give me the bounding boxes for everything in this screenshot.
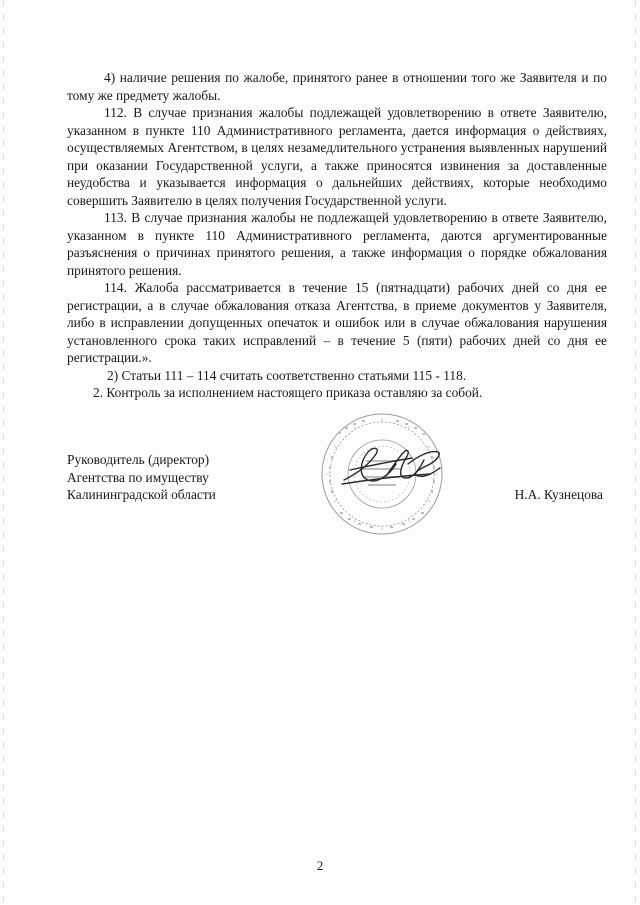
- paragraph-item-4: 4) наличие решения по жалобе, принятого ранее в отношении того же Заявителя и по тому же предмету жалобы.: [67, 70, 607, 103]
- paragraph-113: 113. В случае признания жалобы не подлежащей удовлетворению в ответе Заявителю, указанном в пункте 110 Административного регламента, даются аргументированные разъяснения о причинах принятого решения, а также информация о порядке обжалования принятого решения.: [67, 210, 607, 278]
- scan-edge-left: [3, 0, 4, 905]
- paragraph-114: 114. Жалоба рассматривается в течение 15 (пятнадцати) рабочих дней со дня ее регистрации, а в случае обжалования отказа Агентства, в приеме документов у Заявителя, либо в исправлении допущенных опечаток и ошибок или в случае обжалования нарушения установленного срока таких исправлений – в течение 5 (пяти) рабочих дней со дня ее регистрации.».: [67, 280, 607, 365]
- page-number: 2: [316, 858, 324, 873]
- signer-position-line-1: Руководитель (директор): [67, 452, 210, 467]
- signer-name: Н.А. Кузнецова: [514, 487, 603, 502]
- scan-edge-right: [635, 0, 636, 905]
- paragraph-renumbering: 2) Статьи 111 – 114 считать соответственно статьями 115 - 118.: [107, 367, 467, 383]
- signature-block: [67, 451, 607, 511]
- signer-position-line-2: Агентства по имуществу: [67, 469, 209, 485]
- signer-position-line-3: Калининградской области: [67, 487, 216, 502]
- paragraph-control: 2. Контроль за исполнением настоящего приказа оставляю за собой.: [93, 385, 483, 400]
- document-body: [67, 69, 607, 402]
- paragraph-112: 112. В случае признания жалобы подлежащей удовлетворению в ответе Заявителю, указанном в пункте 110 Административного регламента, дается информация о действиях, осуществляемых Агентством, в целях незамедлительного устранения выявленных нарушений при оказании Государственной услуги, а также приносятся извинения за доставленные неудобства и указывается информация о дальнейших действиях, которые необходимо совершить Заявителю в целях получения Государственной услуги.: [67, 105, 607, 208]
